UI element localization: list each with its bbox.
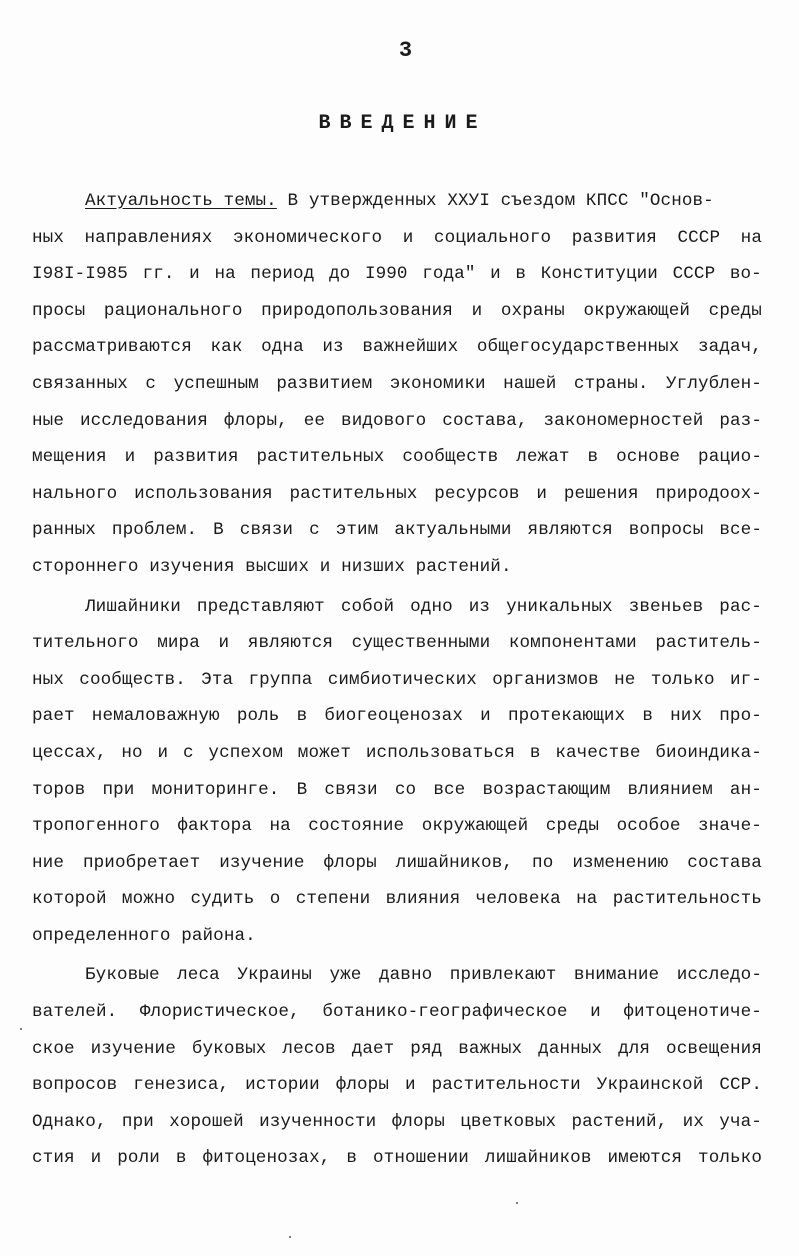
word: и bbox=[124, 447, 136, 468]
word: цветковых bbox=[460, 1111, 557, 1132]
word: вопросов bbox=[32, 1075, 118, 1096]
text-line bbox=[32, 1140, 762, 1177]
word: рационального bbox=[103, 300, 243, 321]
word: просы bbox=[32, 300, 86, 321]
word: существенными bbox=[351, 633, 491, 654]
word: состояние bbox=[308, 816, 405, 837]
scan-speck bbox=[289, 1236, 291, 1238]
word: с bbox=[309, 520, 320, 541]
word: закономерностей bbox=[543, 410, 704, 431]
word: видового bbox=[341, 410, 427, 431]
word: экономики bbox=[389, 373, 486, 394]
word: и bbox=[402, 227, 414, 248]
word: изменению bbox=[572, 852, 669, 873]
word: окружающей bbox=[583, 300, 691, 321]
word: в bbox=[296, 706, 308, 727]
word: среды bbox=[708, 300, 762, 321]
underlined-lead: Актуальность темы. bbox=[85, 191, 277, 211]
word: как bbox=[210, 337, 243, 358]
word: использоваться bbox=[365, 742, 516, 763]
word: развитием bbox=[276, 373, 373, 394]
text-line: определенного района. bbox=[32, 925, 256, 946]
word: изучение bbox=[219, 852, 305, 873]
text-line bbox=[32, 183, 762, 220]
word: стия bbox=[32, 1148, 75, 1169]
word: все- bbox=[719, 520, 762, 541]
word: нального bbox=[32, 483, 118, 504]
word: и bbox=[218, 633, 230, 654]
word: мониторинге. bbox=[151, 779, 280, 800]
word: одна bbox=[261, 337, 304, 358]
word: важных bbox=[458, 1038, 523, 1059]
word: использования bbox=[134, 483, 273, 504]
word: с bbox=[145, 373, 157, 394]
word: и bbox=[189, 264, 200, 285]
word: вателей. bbox=[32, 1002, 118, 1023]
word: уже bbox=[329, 965, 362, 986]
text-line-content bbox=[85, 183, 714, 220]
word: флоры, bbox=[223, 410, 288, 431]
word: раз- bbox=[719, 410, 762, 431]
text-line bbox=[32, 1031, 762, 1068]
word: качестве bbox=[555, 742, 641, 763]
word: ресурсов bbox=[434, 483, 520, 504]
word: леса bbox=[177, 965, 220, 986]
word: на bbox=[740, 227, 762, 248]
word: растительность bbox=[612, 889, 762, 910]
word: давно bbox=[378, 965, 433, 986]
word: уча- bbox=[719, 1111, 762, 1132]
text-line bbox=[32, 256, 762, 293]
word: лесов bbox=[282, 1038, 336, 1059]
word: Однако, bbox=[32, 1111, 107, 1132]
word: во- bbox=[729, 264, 762, 285]
word: охраны bbox=[500, 300, 565, 321]
word: являются bbox=[247, 633, 334, 654]
word: о bbox=[269, 889, 281, 910]
word: успехом bbox=[208, 742, 284, 763]
text-line bbox=[32, 439, 762, 476]
word: Конституции bbox=[540, 264, 658, 285]
page-number: 3 bbox=[398, 38, 413, 63]
word: растительных bbox=[256, 447, 385, 468]
word: роль bbox=[236, 706, 280, 727]
word: флоры bbox=[391, 1111, 445, 1132]
word: мещения bbox=[32, 447, 107, 468]
word: состава, bbox=[442, 410, 528, 431]
word: на bbox=[576, 889, 598, 910]
word: основе bbox=[616, 447, 681, 468]
word: цессах, bbox=[32, 742, 107, 763]
word: иг- bbox=[729, 669, 762, 690]
word: ранных bbox=[32, 520, 96, 541]
word: компонентами bbox=[508, 633, 637, 654]
word: ние bbox=[32, 852, 64, 873]
word: протекающих bbox=[507, 706, 626, 727]
word: из bbox=[322, 337, 344, 358]
word: них bbox=[670, 706, 703, 727]
word: лежат bbox=[516, 447, 570, 468]
word: гг. bbox=[142, 264, 175, 285]
word: лишайников bbox=[484, 1148, 592, 1169]
word: влияния bbox=[385, 889, 461, 910]
word: в bbox=[175, 1148, 187, 1169]
text-line bbox=[32, 735, 762, 772]
word: значе- bbox=[698, 816, 762, 837]
word: изучение bbox=[90, 1038, 176, 1059]
word: со bbox=[394, 779, 417, 800]
word: Буковые bbox=[85, 965, 160, 986]
scan-speck bbox=[20, 1028, 22, 1030]
word: ные bbox=[32, 410, 64, 431]
word: в bbox=[515, 264, 527, 285]
word: приобретает bbox=[82, 852, 201, 873]
word: I98I-I985 bbox=[32, 264, 128, 285]
word: природоох- bbox=[655, 483, 762, 504]
word: нашей bbox=[503, 373, 557, 394]
text-line bbox=[32, 845, 762, 882]
word: ботанико-географическое bbox=[322, 1002, 568, 1023]
scan-speck bbox=[516, 1202, 518, 1204]
word: одно bbox=[410, 596, 453, 617]
word: торов bbox=[32, 779, 86, 800]
word: и bbox=[471, 300, 483, 321]
word: по bbox=[532, 852, 554, 873]
word: степени bbox=[295, 889, 371, 910]
word: буковых bbox=[191, 1038, 267, 1059]
word: ных bbox=[32, 227, 64, 248]
text-line bbox=[32, 220, 762, 257]
word: внимание bbox=[573, 965, 660, 986]
word: немаловажную bbox=[91, 706, 220, 727]
word: Лишайники bbox=[85, 596, 181, 617]
word: для bbox=[618, 1038, 651, 1059]
word: ных bbox=[32, 669, 64, 690]
word: исследо- bbox=[676, 965, 762, 986]
word: группа bbox=[248, 669, 313, 690]
word: успешным bbox=[173, 373, 259, 394]
word: на bbox=[214, 264, 236, 285]
word: растительности bbox=[431, 1075, 581, 1096]
word: лишайников, bbox=[395, 852, 514, 873]
word: имеются bbox=[607, 1148, 683, 1169]
text-line bbox=[32, 881, 762, 918]
word: и bbox=[490, 264, 501, 285]
word: представляют bbox=[196, 596, 325, 617]
word: уникальных bbox=[506, 596, 613, 617]
word: которой bbox=[32, 889, 107, 910]
section-heading: ВВЕДЕНИЕ bbox=[318, 112, 487, 135]
word: ее bbox=[303, 410, 326, 431]
word: и bbox=[480, 706, 491, 727]
text-line bbox=[32, 589, 762, 626]
body-text bbox=[32, 183, 762, 1177]
word: дает bbox=[351, 1038, 395, 1059]
word: отношении bbox=[373, 1148, 469, 1169]
text-line bbox=[32, 994, 762, 1031]
word: человека bbox=[475, 889, 561, 910]
text-line: стороннего изучения высших и низших растений. bbox=[32, 556, 512, 577]
word: рассматриваются bbox=[32, 337, 192, 358]
text-line bbox=[32, 625, 762, 662]
word: только bbox=[650, 669, 715, 690]
word: Украины bbox=[237, 965, 312, 986]
word: являются bbox=[527, 520, 613, 541]
word: до bbox=[328, 264, 351, 285]
word: звеньев bbox=[628, 596, 704, 617]
word: период bbox=[250, 264, 315, 285]
word: задач, bbox=[698, 337, 762, 358]
word: экономического bbox=[232, 227, 383, 248]
word: сообществ bbox=[402, 447, 499, 468]
word: особое bbox=[616, 816, 681, 837]
word: освещения bbox=[666, 1038, 762, 1059]
word: В bbox=[213, 520, 224, 541]
word: В bbox=[296, 779, 308, 800]
word: изученности bbox=[259, 1111, 377, 1132]
word: СССР bbox=[677, 227, 721, 248]
word: при bbox=[102, 779, 135, 800]
word: ское bbox=[32, 1038, 75, 1059]
word: ряд bbox=[410, 1038, 443, 1059]
word: генезиса, bbox=[133, 1075, 230, 1096]
text-line bbox=[32, 403, 762, 440]
word: связи bbox=[324, 779, 378, 800]
word: флоры bbox=[335, 1075, 389, 1096]
word: Эта bbox=[201, 669, 234, 690]
word: мира bbox=[157, 633, 200, 654]
text-line bbox=[32, 808, 762, 845]
word: исследования bbox=[79, 410, 208, 431]
text-line bbox=[32, 512, 762, 549]
word: Углублен- bbox=[666, 373, 762, 394]
text-line bbox=[32, 329, 762, 366]
text-line bbox=[32, 293, 762, 330]
word: их bbox=[682, 1111, 704, 1132]
word: и bbox=[536, 483, 548, 504]
word: на bbox=[269, 816, 291, 837]
word: влиянием bbox=[627, 779, 713, 800]
word: растительных bbox=[289, 483, 418, 504]
word: связи bbox=[239, 520, 294, 541]
word: рацио- bbox=[698, 447, 762, 468]
word: ан- bbox=[729, 779, 762, 800]
word: хорошей bbox=[169, 1111, 244, 1132]
word: СССР bbox=[672, 264, 716, 285]
word: данных bbox=[538, 1038, 603, 1059]
word: социального bbox=[433, 227, 552, 248]
word: Украинской bbox=[596, 1075, 704, 1096]
word: актуальными bbox=[394, 520, 512, 541]
word: истории bbox=[245, 1075, 320, 1096]
word: природопользования bbox=[261, 300, 453, 321]
word: можно bbox=[121, 889, 176, 910]
word: I990 bbox=[364, 264, 408, 285]
word: состава bbox=[687, 852, 762, 873]
text-line bbox=[32, 662, 762, 699]
word: тительного bbox=[32, 633, 139, 654]
word: растений, bbox=[571, 1111, 668, 1132]
word: тропогенного bbox=[32, 816, 160, 837]
word: решения bbox=[563, 483, 639, 504]
word: в bbox=[346, 1148, 358, 1169]
word: проблем. bbox=[111, 520, 198, 541]
word: и bbox=[404, 1075, 416, 1096]
word: судить bbox=[190, 889, 255, 910]
word: среды bbox=[545, 816, 600, 837]
word: возрастающим bbox=[482, 779, 611, 800]
word: в bbox=[587, 447, 599, 468]
word: этим bbox=[335, 520, 379, 541]
word: важнейших bbox=[362, 337, 459, 358]
word: года" bbox=[422, 264, 476, 285]
word: направлениях bbox=[84, 227, 213, 248]
word: рас- bbox=[719, 596, 762, 617]
word: все bbox=[433, 779, 466, 800]
word: может bbox=[297, 742, 352, 763]
word: про- bbox=[719, 706, 762, 727]
word: организмов bbox=[492, 669, 599, 690]
text-line bbox=[32, 772, 762, 809]
word: ССР. bbox=[719, 1075, 762, 1096]
word: привлекают bbox=[449, 965, 557, 986]
word: развития bbox=[571, 227, 657, 248]
word: только bbox=[698, 1148, 762, 1169]
word: общегосударственных bbox=[476, 337, 680, 358]
word: симбиотических bbox=[327, 669, 477, 690]
word: при bbox=[121, 1111, 154, 1132]
word: Флористическое, bbox=[139, 1002, 300, 1023]
word: развития bbox=[153, 447, 239, 468]
word: но bbox=[121, 742, 143, 763]
word: не bbox=[614, 669, 636, 690]
word: в bbox=[529, 742, 541, 763]
text-line bbox=[32, 476, 762, 513]
word: связанных bbox=[32, 373, 128, 394]
word: раститель- bbox=[655, 633, 762, 654]
word: собой bbox=[340, 596, 395, 617]
word: и bbox=[90, 1148, 102, 1169]
word: фитоценозах, bbox=[202, 1148, 331, 1169]
word: биоиндика- bbox=[655, 742, 762, 763]
text-line bbox=[32, 957, 762, 994]
word: фактора bbox=[177, 816, 252, 837]
word: и bbox=[590, 1002, 601, 1023]
word: флоры bbox=[323, 852, 377, 873]
word: из bbox=[468, 596, 491, 617]
text-line bbox=[32, 1104, 762, 1141]
word: вопросы bbox=[628, 520, 704, 541]
word: с bbox=[182, 742, 194, 763]
word: и bbox=[157, 742, 169, 763]
word: рает bbox=[32, 706, 75, 727]
word: страны. bbox=[573, 373, 649, 394]
word: сообществ. bbox=[79, 669, 186, 690]
word: биогеоценозах bbox=[324, 706, 463, 727]
lead-continuation: В утвержденных ХХУI съездом КПСС "Основ- bbox=[276, 191, 714, 211]
text-line bbox=[32, 1067, 762, 1104]
word: окружающей bbox=[421, 816, 529, 837]
word: роли bbox=[117, 1148, 160, 1169]
text-line bbox=[32, 698, 762, 735]
word: в bbox=[642, 706, 653, 727]
text-line bbox=[32, 366, 762, 403]
word: фитоценотиче- bbox=[623, 1002, 762, 1023]
